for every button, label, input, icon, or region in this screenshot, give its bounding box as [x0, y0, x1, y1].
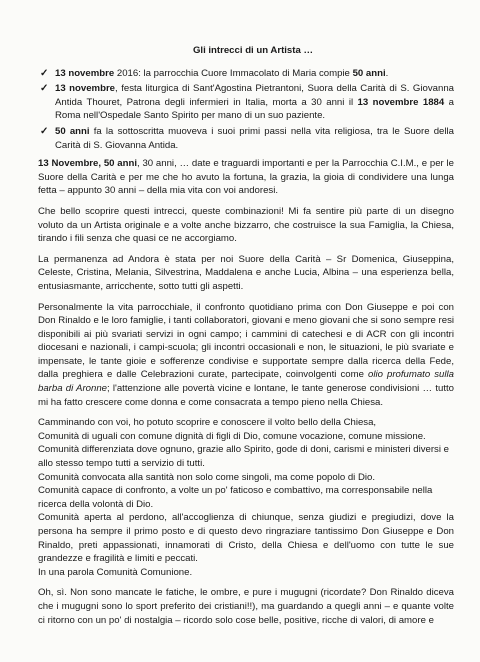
checkmark-icon: ✓: [40, 83, 49, 95]
comunita-line: Comunità convocata alla santità non solo come singoli, ma come popolo di Dio.: [38, 471, 376, 483]
paragraph-quote: olio profumato sulla barba di Aronne: [38, 369, 454, 395]
paragraph-body: Personalmente la vita parrocchiale, il confronto quotidiano prima con Don Giuseppe e poi con Don Rinaldo e le loro famiglie, i tanti collaboratori, giovani e meno giovani che si sono sempre resi disponibili ai più svariati servizi in ogni campo; i cammini di catechesi e di ACR con gli incontri diocesani e nazionali, i campi-scuola; gli incontri occasionali e non, le situazioni, le più svariate e impensate, le tante gioie e sofferenze condivise e supportate sempre dalla ricerca della Fede, dalla preghiera e dalle Celebrazioni curate, partecipate, coinvolgenti come: [38, 301, 454, 381]
comunita-line: In una parola Comunità Comunione.: [38, 566, 193, 578]
paragraph-intrecci: Che bello scoprire questi intrecci, queste combinazioni! Mi fa sentire più parte di un disegno voluto da un Artista originale e a volte anche bizzarro, che costruisce la sua Famiglia, la Chiesa, tirando i fili senza che quasi ce ne accorgiamo.: [38, 205, 454, 245]
comunita-line: Comunità di uguali con comune dignità di figli di Dio, comune vocazione, comune missione.: [38, 430, 426, 442]
bullet-text-end: a Roma nell'Ospedale Santo Spirito per mano di un suo paziente.: [55, 96, 454, 122]
bullet-date: 13 novembre: [55, 83, 116, 95]
comunita-line: Comunità differenziata dove ognuno, grazie allo Spirito, gode di doni, carismi e ministeri diversi e allo stesso tempo tutti a servizio di tutti.: [38, 444, 449, 470]
bullet-highlight: 50 anni: [352, 67, 386, 79]
paragraph-fatiche: Oh, sì. Non sono mancate le fatiche, le ombre, e pure i mugugni (ricordate? Don Rinaldo diceva che i mugugni sono lo sport preferito dei cristiani!!), ma guardando a quegli anni – e quante volte ci ritorno con un po' di nostalgia – ricordo solo cose belle, positive, ricche di valori, di amore e: [38, 587, 454, 626]
date-bullet-list: [38, 67, 454, 153]
paragraph-permanenza: La permanenza ad Andora è stata per noi Suore della Carità – Sr Domenica, Giuseppina, Celeste, Cristina, Melania, Silvestrina, Maddalena e anche Lucia, Albina – una esperienza bella, entusiasmante, arricchente, sotto tutti gli aspetti.: [38, 253, 454, 292]
bullet-text: fa la sottoscritta muoveva i suoi primi passi nella vita religiosa, tra le Suore della Carità di S. Giovanna Antida.: [55, 125, 454, 151]
paragraph-vita-parrocchiale: [38, 301, 454, 410]
bullet-text-end: .: [385, 67, 389, 79]
paragraph-lead: 13 Novembre, 50 anni: [38, 158, 138, 170]
comunita-line: Comunità aperta al perdono, all'accoglienza di chiunque, senza giudizi e pregiudizi, dove la persona ha sempre il primo posto e di questo devo ringraziare tantissimo Don Giuseppe e Don Rinaldo, preti appassionati, innamorati di Cristo, della Chiesa e dell'uomo con tutte le sue grandezze e fragilità e limiti e peccati.: [38, 512, 454, 565]
bullet-text: , festa liturgica di Sant'Agostina Pietrantoni, Suora della Carità di S. Giovanna Antida Thouret, Patrona degli infermieri in Italia, morta a 30 anni il: [55, 83, 454, 108]
comunita-list: [38, 416, 454, 579]
document-title: Gli intrecci di un Artista …: [192, 45, 314, 56]
bullet-item: [38, 125, 454, 152]
checkmark-icon: ✓: [40, 125, 49, 137]
bullet-text: 2016: la parrocchia Cuore Immacolato di Maria compie: [114, 67, 353, 79]
bullet-item: [38, 82, 454, 123]
comunita-line: Camminando con voi, ho potuto scoprire e conoscere il volto bello della Chiesa,: [38, 417, 377, 429]
bullet-date: 13 novembre: [55, 67, 115, 79]
paragraph-anniversaries: [38, 157, 454, 198]
checkmark-icon: ✓: [40, 67, 49, 79]
bullet-date: 50 anni: [55, 125, 90, 137]
paragraph-body: , 30 anni, … date e traguardi importanti e per la Parrocchia C.I.M., e per le Suore della Carità e per me che ho avuto la fortuna, la grazia, la gioia di condividere una lunga fetta – appunto 30 anni – della mia vita con voi andoresi.: [38, 158, 454, 197]
bullet-highlight: 13 novembre 1884: [357, 96, 445, 108]
bullet-item: [38, 67, 454, 81]
comunita-line: Comunità capace di confronto, a volte un po' faticoso e combattivo, ma corresponsabile nella ricerca della volontà di Dio.: [38, 485, 433, 510]
paragraph-body-end: ; l'attenzione alle povertà vicine e lontane, le tante generose condivisioni … tutto mi ha fatto crescere come donna e come consacrata a tempo pieno nella Chiesa.: [38, 383, 454, 408]
